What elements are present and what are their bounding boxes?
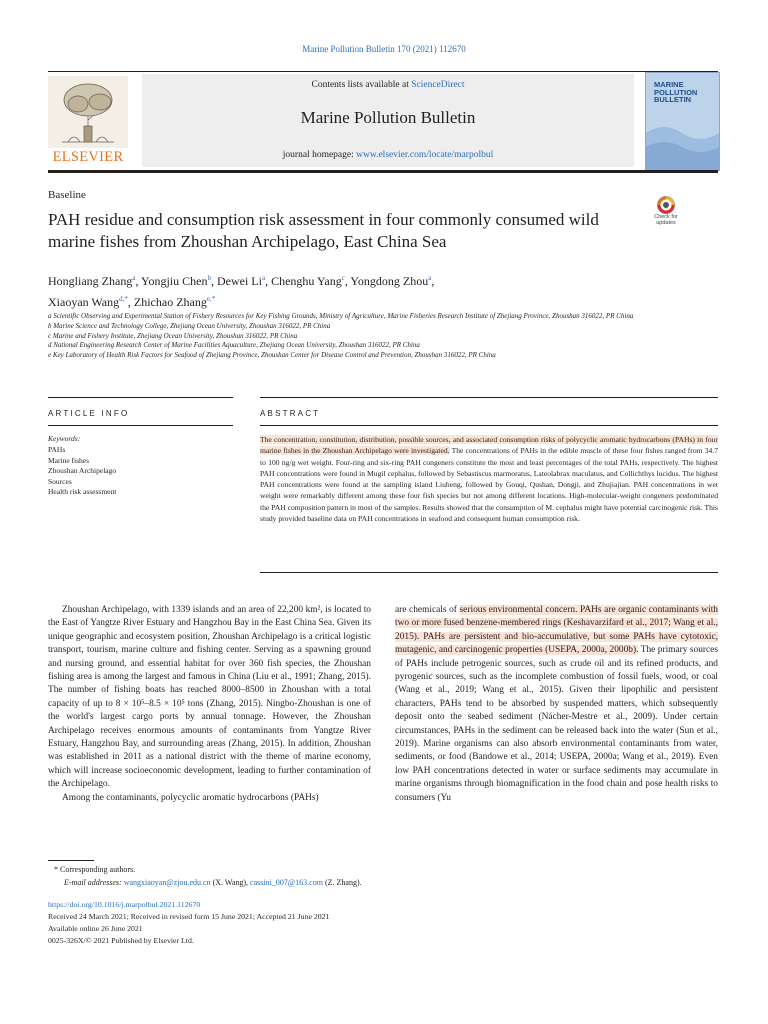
author-name[interactable]: Yongjiu Chen xyxy=(141,274,208,288)
footnote-rule xyxy=(48,860,94,861)
cover-title: MARINE POLLUTION BULLETIN xyxy=(654,80,698,104)
journal-cover-image[interactable] xyxy=(645,72,720,171)
header-rule-bottom xyxy=(48,170,718,173)
header-rule-top xyxy=(48,71,718,72)
cover-wave-icon xyxy=(646,113,719,170)
body-column-left xyxy=(48,604,371,805)
author-name[interactable]: Hongliang Zhang xyxy=(48,274,133,288)
keyword-item: Marine fishes xyxy=(48,455,90,465)
contents-line xyxy=(142,80,634,90)
affiliation-item: b Marine Science and Technology College, Zhejiang Ocean University, Zhoushan 316022, PR China xyxy=(48,321,331,330)
section-label: Baseline xyxy=(48,189,86,201)
doi-link[interactable]: https://doi.org/10.1016/j.marpolbul.2021.112670 xyxy=(48,900,201,909)
author-aff-mark[interactable]: b xyxy=(207,274,211,282)
author-aff-mark[interactable]: a xyxy=(428,274,432,282)
author-aff-mark[interactable]: a xyxy=(261,274,266,282)
email-owner: (X. Wang), xyxy=(210,878,251,887)
author-name[interactable]: Yongdong Zhou xyxy=(350,274,429,288)
journal-name: Marine Pollution Bulletin xyxy=(300,108,476,127)
body-paragraph: Zhoushan Archipelago, with 1339 islands and an area of 22,200 km², is located to the East of Yangtze River Estuary and Hangzhou Bay in the East China Sea. Given its unique geographic and ecosystem position, Zhoushan Archipelago is a critical logistic transport, tourism, marine culture and fishing center. Serving as a spawning ground and nursing ground, and essential habitat for over 360 fish species, the Zhoushan fishing area is among the largest and famous in China (Liu et al., 1991; Zhang, 2015). The number of fishing boats has reached 8000–8500 in Zhoushan with a total capacity of up to 8 × 10⁵–8.5 × 10⁵ tons (Zhang, 2015). Ningbo-Zhoushan is one of the world's largest cargo ports by annual tonnage. However, the Zhoushan Archipelago receives enormous amounts of contaminants from Yangtze River Estuary, Hangzhou Bay, and surrounding areas (Zhang, 2015). In addition, Zhoushan was established in 2011 as a national district with the theme of marine economy, which will increase socioeconomic development, leading to further contamination of the Archipelago. xyxy=(48,605,371,790)
email-label: E-mail addresses: xyxy=(64,878,124,887)
article-info-heading: ARTICLE INFO xyxy=(48,409,130,418)
article-title: PAH residue and consumption risk assessment in four commonly consumed wild marine fishes from Zhoushan Archipelago, East China Sea xyxy=(48,210,599,251)
author-name[interactable]: Xiaoyan Wang xyxy=(48,295,120,309)
abstract-text xyxy=(260,434,718,524)
affiliation-item: a Scientific Observing and Experimental Station of Fishery Resources for Key Fishing Grounds, Ministry of Agriculture, Marine Fisheries Research Institute of Zhejiang Province, Zhoushan 316022, PR China xyxy=(48,312,634,320)
info-rule-bottom xyxy=(48,425,233,426)
received-dates: Received 24 March 2021; Received in revised form 15 June 2021; Accepted 21 June 2021 xyxy=(48,912,330,921)
affiliation-item: d National Engineering Research Center of Marine Facilities Aquaculture, Zhejiang Ocean University, Zhoushan 316022, PR China xyxy=(48,341,420,350)
check-for-updates-badge[interactable] xyxy=(646,196,686,230)
body-text: are chemicals of xyxy=(395,605,460,615)
author-aff-mark[interactable]: a xyxy=(132,274,136,282)
body-paragraph: Among the contaminants, polycyclic aromatic hydrocarbons (PAHs) xyxy=(62,792,319,803)
body-text: The primary sources of PAHs include petrogenic sources, such as crude oil and its refined products, and pyrogenic sources, such as the incomplete combustion of fossil fuels, wood, or coal (Wang et al., 2019; Wang et al., 2015). Given their lipophilic and persistent characters, PAHs tend to be absorbed by suspended matters, which subsequently deposit onto the seabed sediment (Nácher-Mestre et al., 2009). Under certain circumstances, PAHs in the sediment can be released back into the water (Sun et al., 2019). Marine organisms can also absorb environmental contaminants from water, sediments, or food (Bandowe et al., 2014; USEPA, 2000a; Wang et al., 2019). Even low PAH concentrations detected in water or surface sediments may accumulate in marine organisms through biomagnification in the food chain and pose health risks to consumers (Yu xyxy=(395,645,718,803)
available-online: Available online 26 June 2021 xyxy=(48,924,143,933)
copyright: 0025-326X/© 2021 Published by Elsevier Ltd. xyxy=(48,936,194,945)
check-updates-icon xyxy=(646,196,686,214)
corresponding-footnote: * Corresponding authors. xyxy=(54,865,136,874)
journal-reference[interactable]: Marine Pollution Bulletin 170 (2021) 112670 xyxy=(302,44,466,54)
homepage-prefix: journal homepage: xyxy=(282,150,357,160)
author-name[interactable]: Zhichao Zhang xyxy=(133,295,207,309)
keyword-item: Health risk assessment xyxy=(48,487,117,497)
keywords-list xyxy=(48,445,116,498)
body-paragraph xyxy=(395,604,718,805)
journal-header-box xyxy=(142,74,634,167)
abstract-highlighted: The concentration, constitution, distribution, possible sources, and associated consumption risks of polycyclic aromatic hydrocarbons (PAHs) in four marine fishes in the Zhoushan Archipelago were investigated. xyxy=(260,435,718,456)
body-column-right xyxy=(395,604,718,805)
affiliations xyxy=(48,312,648,361)
info-rule-top xyxy=(48,397,233,398)
author-aff-mark[interactable]: d,* xyxy=(119,295,128,303)
email-link[interactable]: cassini_007@163.com xyxy=(250,878,323,887)
abstract-rule-bottom xyxy=(260,425,718,426)
abstract-rest: The concentrations of PAHs in the edible muscle of these four fishes ranged from 34.7 to 100 ng/g wet weight. Four-ring and six-ring PAH congeners constitute the most and least percentages of the total PAHs, respectively. The highest PAH concentrations were found in Mugil cephalus, followed by Sebastiscus marmoratus, Lateolabrax maculatus, and Collichthys lucidus. The highest PAH concentrations were found at the sampling island Liuheng, followed by Gouqi, Qushan, Dongji, and Zhujiajian. PAH concentrations in wet weight were remarkably different among these four fish species but not among different locations. High-molecular-weight congeners predominated the PAH composition pattern in most of the samples. Results showed that the consumption of M. cephalus might have potential carcinogenic risk. This study provided baseline data on PAH concentrations in seafood and consequent human consumption risk. xyxy=(260,446,718,524)
contents-prefix: Contents lists available at xyxy=(311,80,412,90)
abstract-rule-top xyxy=(260,397,718,398)
author-aff-mark[interactable]: e,* xyxy=(206,295,216,303)
keyword-item: PAHs xyxy=(48,445,66,454)
body-highlighted: serious environmental concern. PAHs are organic contaminants with two or more fused benzene-membered rings (Keshavarzifard et al., 2017; Wang et al., 2015). PAHs are persistent and bio-accumulative, but some PAHs have cytotoxic, mutagenic, and carcinogenic properties (USEPA, 2000a, 2000b). xyxy=(395,605,718,656)
email-link[interactable]: wangxiaoyan@zjou.edu.cn xyxy=(123,878,211,887)
keywords-label: Keywords: xyxy=(48,434,81,443)
check-updates-label: Check for updates xyxy=(654,214,678,226)
abstract-rule-end xyxy=(260,572,718,573)
author-name[interactable]: Chenghu Yang xyxy=(271,274,342,288)
author-aff-mark[interactable]: c xyxy=(341,274,345,282)
elsevier-wordmark: ELSEVIER xyxy=(52,149,124,165)
email-footnote xyxy=(64,878,362,887)
abstract-heading: ABSTRACT xyxy=(260,409,321,418)
keyword-item: Sources xyxy=(48,476,72,486)
author-list: Hongliang Zhang$^a$, Yongjiu Chen$^b$, Dewei Li$^a$, Chenghu Yang$^c$, Yongdong Zhou$^a$, Xiaoyan Wang$^{d,*}$, Zhichao Zhang$^{e,*}$ xyxy=(48,274,435,309)
sciencedirect-link[interactable]: ScienceDirect xyxy=(411,80,465,90)
elsevier-logo[interactable] xyxy=(48,76,128,166)
elsevier-tree-icon xyxy=(48,76,128,148)
email-owner: (Z. Zhang). xyxy=(322,878,362,887)
affiliation-item: e Key Laboratory of Health Risk Factors for Seafood of Zhejiang Province, Zhoushan Center for Disease Control and Prevention, Zhoushan 316022, PR China xyxy=(48,351,496,360)
homepage-link[interactable]: www.elsevier.com/locate/marpolbul xyxy=(356,150,494,160)
author-name[interactable]: Dewei Li xyxy=(216,274,262,288)
affiliation-item: c Marine and Fishery Institute, Zhejiang Ocean University, Zhoushan 316022, PR China xyxy=(48,331,298,340)
homepage-line xyxy=(142,150,634,160)
keyword-item: Zhoushan Archipelago xyxy=(48,466,117,476)
